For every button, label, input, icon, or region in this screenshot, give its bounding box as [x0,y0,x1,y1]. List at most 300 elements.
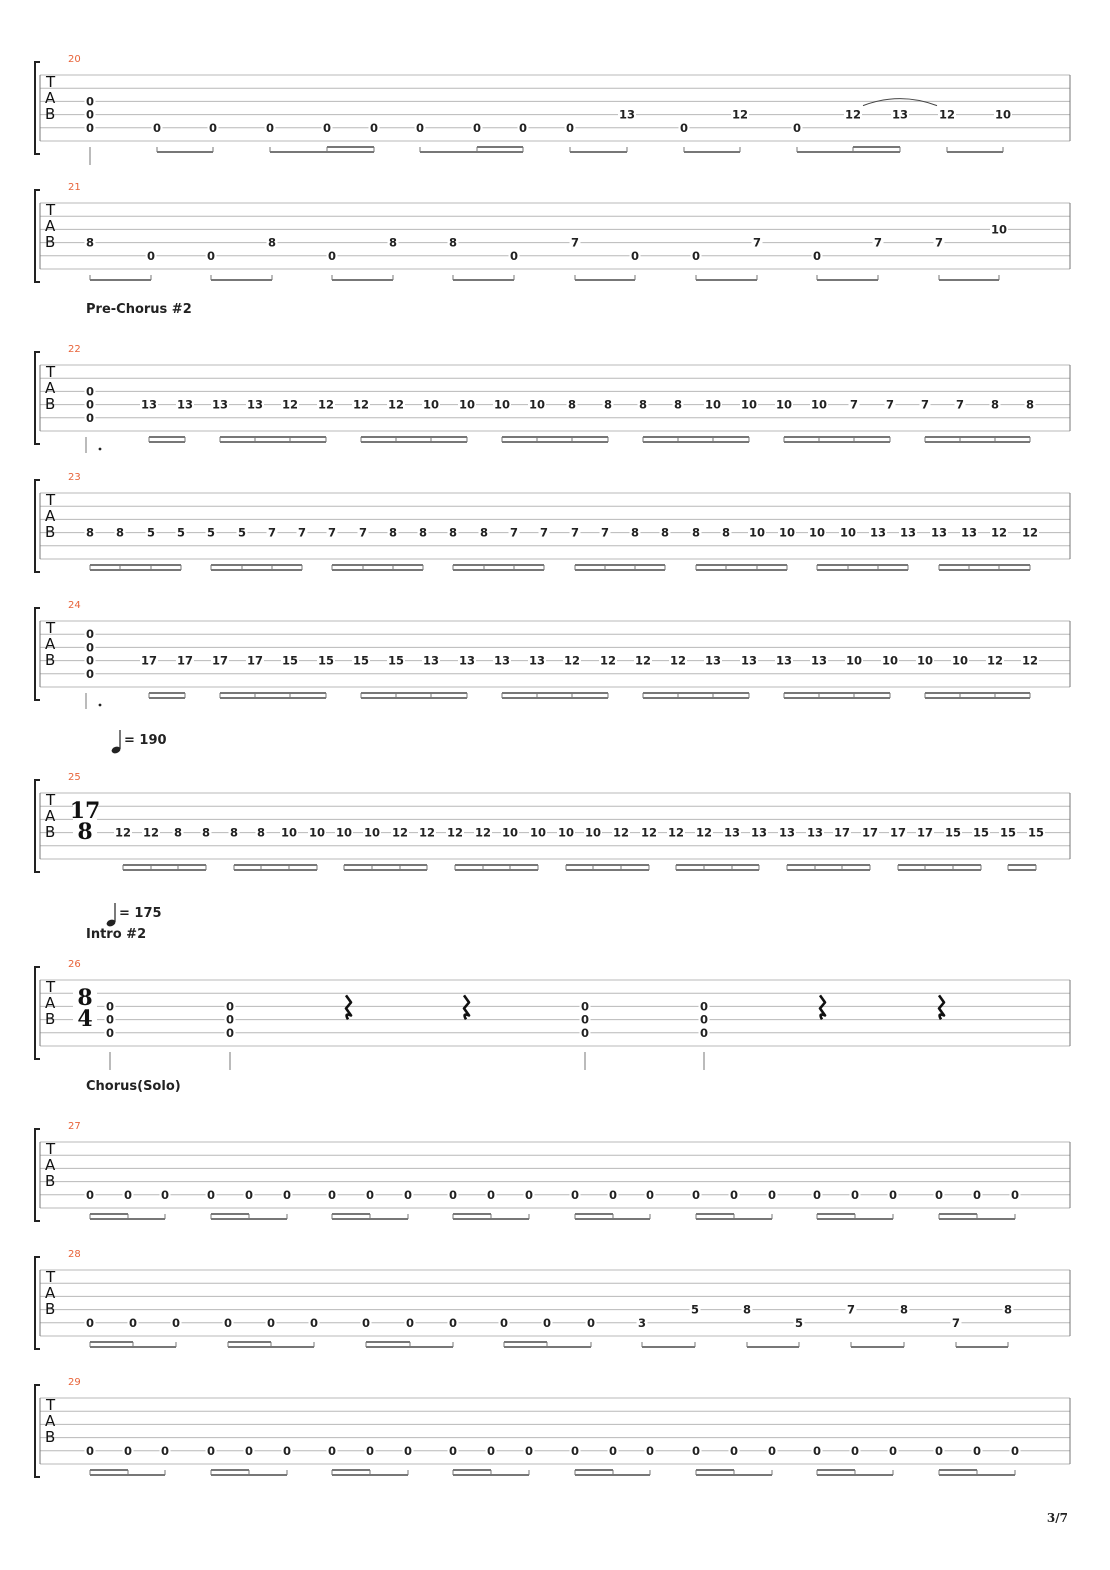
fret-number: 0 [645,1443,655,1458]
fret-number: 8 [1025,397,1035,412]
fret-number: 7 [934,235,944,250]
tab-clef [45,491,56,541]
fret-number: 0 [322,120,332,135]
fret-number: 0 [580,1025,590,1040]
fret-number: 0 [85,653,95,668]
tab-letter-a: A [45,1284,56,1302]
fret-number: 17 [833,825,851,840]
fret-number: 12 [695,825,713,840]
fret-number: 15 [999,825,1017,840]
fret-number: 0 [265,120,275,135]
staff-system [35,182,1070,282]
measure-number: 28 [68,1249,81,1260]
fret-number: 0 [415,120,425,135]
fret-number: 0 [206,248,216,263]
measure-number: 22 [68,344,81,355]
fret-number: 12 [142,825,160,840]
system-bracket [35,780,40,872]
fret-number: 0 [972,1187,982,1202]
fret-number: 0 [645,1187,655,1202]
fret-number: 13 [458,653,476,668]
system-bracket [35,352,40,444]
fret-number: 13 [740,653,758,668]
fret-number: 0 [85,384,95,399]
fret-number: 8 [388,235,398,250]
fret-number: 12 [317,397,335,412]
fret-number: 8 [990,397,1000,412]
tab-letter-t: T [46,978,56,996]
fret-number: 13 [806,825,824,840]
fret-number: 7 [955,397,965,412]
tab-clef [45,791,56,841]
fret-number: 7 [846,1302,856,1317]
fret-number: 8 [229,825,239,840]
fret-number: 8 [603,397,613,412]
fret-number: 10 [916,653,934,668]
timesig-numerator: 8 [77,985,93,1011]
fret-number: 10 [881,653,899,668]
tab-letter-b: B [45,1010,56,1028]
fret-number: 0 [85,397,95,412]
fret-number: 0 [729,1187,739,1202]
fret-number: 13 [891,107,909,122]
fret-number: 5 [146,525,156,540]
fret-number: 13 [778,825,796,840]
fret-number: 10 [808,525,826,540]
fret-number: 0 [792,120,802,135]
staff-system [35,1249,1070,1349]
fret-number: 0 [524,1187,534,1202]
fret-number: 0 [244,1443,254,1458]
tab-clef [45,1140,56,1190]
fret-number: 0 [85,627,95,642]
fret-number: 10 [557,825,575,840]
tempo-marking [106,903,162,928]
fret-number: 17 [176,653,194,668]
fret-number: 10 [839,525,857,540]
fret-number: 0 [225,1025,235,1040]
fret-number: 10 [422,397,440,412]
fret-number: 0 [699,1012,709,1027]
section-label: Pre-Chorus #2 [86,302,192,317]
staff-system [35,1079,1070,1221]
tab-clef [45,201,56,251]
tempo-value: = 175 [119,906,162,921]
fret-number: 0 [472,120,482,135]
fret-number: 0 [699,1025,709,1040]
staff-system [35,1377,1070,1477]
fret-number: 0 [691,1187,701,1202]
page-number: 3/7 [1046,1511,1068,1525]
system-bracket [35,480,40,572]
fret-number: 12 [667,825,685,840]
fret-number: 0 [327,1187,337,1202]
tab-letter-t: T [46,1396,56,1414]
fret-number: 7 [849,397,859,412]
fret-number: 0 [244,1187,254,1202]
fret-number: 0 [225,1012,235,1027]
fret-number: 10 [778,525,796,540]
quarter-rest-icon [820,995,825,1019]
fret-number: 0 [365,1443,375,1458]
fret-number: 7 [873,235,883,250]
time-signature [73,985,97,1032]
tab-clef [45,978,56,1028]
fret-number: 13 [899,525,917,540]
system-bracket [35,190,40,282]
fret-number: 0 [850,1443,860,1458]
tab-letter-b: B [45,395,56,413]
fret-number: 8 [418,525,428,540]
tempo-marking [111,730,167,755]
fret-number: 8 [630,525,640,540]
tab-clef [45,619,56,669]
tab-clef [45,73,56,123]
fret-number: 0 [85,1315,95,1330]
fret-number: 5 [206,525,216,540]
fret-number: 0 [282,1443,292,1458]
fret-number: 12 [1021,525,1039,540]
fret-number: 13 [704,653,722,668]
fret-number: 10 [748,525,766,540]
tab-letter-a: A [45,635,56,653]
staff-system [35,600,1070,709]
tab-letter-a: A [45,379,56,397]
system-bracket [35,62,40,154]
fret-number: 8 [85,525,95,540]
fret-number: 0 [565,120,575,135]
fret-number: 7 [267,525,277,540]
fret-number: 0 [729,1443,739,1458]
fret-number: 10 [458,397,476,412]
fret-number: 7 [358,525,368,540]
fret-number: 15 [387,653,405,668]
tab-letter-t: T [46,619,56,637]
fret-number: 7 [297,525,307,540]
fret-number: 0 [691,248,701,263]
fret-number: 8 [673,397,683,412]
fret-number: 8 [899,1302,909,1317]
tie-arc [863,99,937,106]
fret-number: 12 [938,107,956,122]
tab-letter-a: A [45,807,56,825]
fret-number: 0 [85,120,95,135]
fret-number: 8 [85,235,95,250]
fret-number: 0 [123,1187,133,1202]
fret-number: 0 [888,1187,898,1202]
fret-number: 12 [844,107,862,122]
fret-number: 0 [972,1443,982,1458]
fret-number: 8 [721,525,731,540]
fret-number: 13 [723,825,741,840]
fret-number: 0 [699,999,709,1014]
fret-number: 0 [85,1187,95,1202]
fret-number: 0 [679,120,689,135]
fret-number: 7 [570,525,580,540]
fret-number: 0 [403,1443,413,1458]
fret-number: 0 [225,999,235,1014]
tab-letter-t: T [46,1140,56,1158]
fret-number: 10 [845,653,863,668]
fret-number: 10 [280,825,298,840]
fret-number: 15 [352,653,370,668]
system-bracket [35,1257,40,1349]
fret-number: 13 [422,653,440,668]
fret-number: 0 [105,999,115,1014]
fret-number: 0 [146,248,156,263]
fret-number: 0 [223,1315,233,1330]
fret-number: 0 [266,1315,276,1330]
fret-number: 0 [1010,1443,1020,1458]
tab-letter-t: T [46,73,56,91]
fret-number: 12 [474,825,492,840]
fret-number: 0 [580,999,590,1014]
fret-number: 0 [1010,1187,1020,1202]
fret-number: 0 [327,1443,337,1458]
section-label: Chorus(Solo) [86,1079,181,1094]
fret-number: 12 [986,653,1004,668]
fret-number: 0 [518,120,528,135]
tab-letter-b: B [45,823,56,841]
fret-number: 8 [479,525,489,540]
fret-number: 8 [660,525,670,540]
augmentation-dot [99,704,102,707]
fret-number: 0 [580,1012,590,1027]
fret-number: 12 [990,525,1008,540]
fret-number: 17 [246,653,264,668]
fret-number: 10 [994,107,1012,122]
fret-number: 8 [201,825,211,840]
fret-number: 0 [888,1443,898,1458]
fret-number: 7 [539,525,549,540]
staff-system [35,730,1070,872]
fret-number: 0 [105,1012,115,1027]
fret-number: 10 [501,825,519,840]
tab-letter-a: A [45,994,56,1012]
fret-number: 12 [352,397,370,412]
fret-number: 0 [448,1443,458,1458]
fret-number: 0 [509,248,519,263]
fret-number: 0 [206,1443,216,1458]
fret-number: 5 [237,525,247,540]
fret-number: 12 [599,653,617,668]
fret-number: 0 [206,1187,216,1202]
fret-number: 12 [446,825,464,840]
fret-number: 0 [570,1443,580,1458]
tab-letter-t: T [46,491,56,509]
fret-number: 10 [775,397,793,412]
time-signature [70,798,101,845]
fret-number: 8 [256,825,266,840]
fret-number: 0 [369,120,379,135]
system-bracket [35,608,40,700]
fret-number: 13 [750,825,768,840]
fret-number: 0 [403,1187,413,1202]
staff-system [35,472,1070,572]
fret-number: 7 [570,235,580,250]
fret-number: 12 [281,397,299,412]
fret-number: 0 [123,1443,133,1458]
fret-number: 0 [934,1187,944,1202]
fret-number: 10 [363,825,381,840]
augmentation-dot [99,448,102,451]
fret-number: 0 [608,1187,618,1202]
fret-number: 0 [934,1443,944,1458]
fret-number: 0 [85,666,95,681]
fret-number: 12 [418,825,436,840]
timesig-denominator: 4 [77,1006,93,1032]
fret-number: 7 [885,397,895,412]
fret-number: 0 [365,1187,375,1202]
fret-number: 0 [448,1187,458,1202]
fret-number: 17 [889,825,907,840]
fret-number: 10 [493,397,511,412]
measure-number: 29 [68,1377,81,1388]
fret-number: 0 [361,1315,371,1330]
fret-number: 13 [930,525,948,540]
fret-number: 13 [140,397,158,412]
staff-system [35,54,1070,165]
fret-number: 12 [731,107,749,122]
quarter-rest-icon [464,995,469,1019]
tab-letter-b: B [45,1428,56,1446]
fret-number: 0 [499,1315,509,1330]
fret-number: 8 [638,397,648,412]
fret-number: 8 [173,825,183,840]
fret-number: 10 [308,825,326,840]
fret-number: 0 [85,410,95,425]
quarter-rest-icon [939,995,944,1019]
fret-number: 3 [637,1315,647,1330]
staff-system [35,302,1070,453]
tab-letter-b: B [45,523,56,541]
system-bracket [35,1129,40,1221]
measure-number: 25 [68,772,81,783]
fret-number: 8 [448,525,458,540]
fret-number: 0 [85,94,95,109]
fret-number: 0 [85,640,95,655]
fret-number: 8 [388,525,398,540]
fret-number: 13 [176,397,194,412]
fret-number: 10 [529,825,547,840]
fret-number: 10 [951,653,969,668]
fret-number: 0 [405,1315,415,1330]
fret-number: 0 [105,1025,115,1040]
fret-number: 12 [1021,653,1039,668]
fret-number: 5 [176,525,186,540]
fret-number: 15 [972,825,990,840]
fret-number: 5 [794,1315,804,1330]
measure-number: 21 [68,182,81,193]
tab-letter-t: T [46,201,56,219]
fret-number: 10 [740,397,758,412]
fret-number: 10 [528,397,546,412]
fret-number: 7 [327,525,337,540]
fret-number: 0 [327,248,337,263]
tab-clef [45,1268,56,1318]
fret-number: 13 [775,653,793,668]
fret-number: 8 [567,397,577,412]
tab-letter-b: B [45,1300,56,1318]
fret-number: 0 [767,1187,777,1202]
fret-number: 10 [335,825,353,840]
tab-letter-b: B [45,651,56,669]
fret-number: 0 [208,120,218,135]
fret-number: 10 [584,825,602,840]
fret-number: 12 [669,653,687,668]
tab-clef [45,363,56,413]
fret-number: 15 [281,653,299,668]
fret-number: 0 [282,1187,292,1202]
fret-number: 13 [618,107,636,122]
fret-number: 0 [486,1187,496,1202]
fret-number: 8 [1003,1302,1013,1317]
fret-number: 0 [524,1443,534,1458]
fret-number: 0 [542,1315,552,1330]
fret-number: 7 [752,235,762,250]
fret-number: 8 [448,235,458,250]
fret-number: 8 [267,235,277,250]
fret-number: 12 [391,825,409,840]
fret-number: 13 [869,525,887,540]
timesig-numerator: 17 [69,798,101,824]
fret-number: 0 [850,1187,860,1202]
fret-number: 0 [812,1443,822,1458]
tab-letter-a: A [45,507,56,525]
measure-number: 23 [68,472,81,483]
tab-letter-b: B [45,105,56,123]
measure-number: 20 [68,54,81,65]
quarter-rest-icon [346,995,351,1019]
system-bracket [35,1385,40,1477]
fret-number: 0 [691,1443,701,1458]
fret-number: 7 [600,525,610,540]
fret-number: 0 [171,1315,181,1330]
fret-number: 17 [140,653,158,668]
fret-number: 15 [944,825,962,840]
fret-number: 13 [960,525,978,540]
tab-letter-a: A [45,1156,56,1174]
tab-letter-t: T [46,791,56,809]
tab-letter-b: B [45,1172,56,1190]
tempo-value: = 190 [124,733,167,748]
fret-number: 13 [528,653,546,668]
fret-number: 10 [990,222,1008,237]
tab-letter-a: A [45,89,56,107]
fret-number: 13 [810,653,828,668]
tab-letter-b: B [45,233,56,251]
staff-system [35,903,1070,1070]
fret-number: 12 [387,397,405,412]
fret-number: 15 [317,653,335,668]
fret-number: 12 [640,825,658,840]
fret-number: 13 [246,397,264,412]
system-bracket [35,967,40,1059]
tab-clef [45,1396,56,1446]
tab-letter-a: A [45,1412,56,1430]
measure-number: 26 [68,959,81,970]
timesig-denominator: 8 [77,819,93,845]
fret-number: 12 [563,653,581,668]
staff-systems [35,54,1070,1477]
fret-number: 8 [115,525,125,540]
fret-number: 0 [152,120,162,135]
fret-number: 5 [690,1302,700,1317]
fret-number: 0 [160,1187,170,1202]
fret-number: 0 [486,1443,496,1458]
fret-number: 0 [812,1187,822,1202]
fret-number: 8 [742,1302,752,1317]
